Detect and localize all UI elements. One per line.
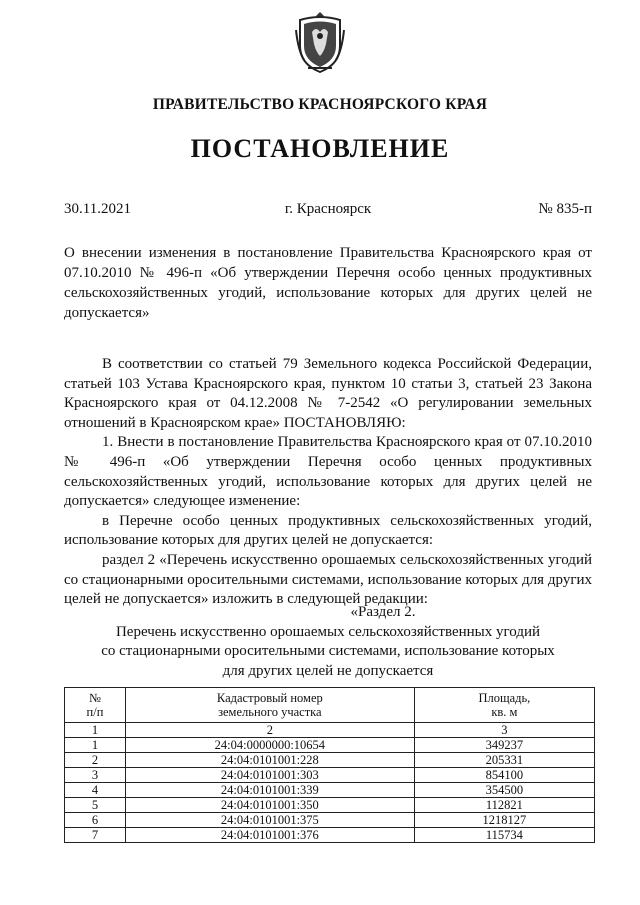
row-area: 112821	[414, 798, 594, 813]
document-city: г. Красноярск	[284, 201, 372, 217]
paragraph-item-1: 1. Внести в постановление Правительства Красноярского края от 07.10.2010 № 496-п «Об утверждении Перечня особо ценных продуктивных сельскохозяйственных угодий, использование которых для других целей не допускается» следующее изменение:	[64, 434, 592, 510]
table-row	[65, 768, 595, 783]
row-cadastral: 24:04:0000000:10654	[125, 738, 414, 753]
table-cell: 1	[65, 723, 126, 738]
document-type-heading: ПОСТАНОВЛЕНИЕ	[190, 134, 450, 163]
table-cell: 2	[125, 723, 414, 738]
row-cadastral: 24:04:0101001:376	[125, 828, 414, 843]
table-cell: 3	[414, 723, 594, 738]
row-area: 854100	[414, 768, 594, 783]
paragraph-section-change: раздел 2 «Перечень искусственно орошаемых сельскохозяйственных угодий со стационарными оросительными системами, использование которых для других целей не допускается» изложить в следующей редакции:	[64, 551, 592, 608]
table-row	[65, 828, 595, 843]
row-cadastral: 24:04:0101001:228	[125, 753, 414, 768]
land-plots-table	[64, 687, 595, 843]
section-title-line: Перечень искусственно орошаемых сельскохозяйственных угодий	[115, 623, 541, 640]
table-row	[65, 798, 595, 813]
row-number: 6	[65, 813, 126, 828]
paragraph-list-intro: в Перечне особо ценных продуктивных сельскохозяйственных угодий, использование которых для других целей не допускается:	[64, 512, 592, 549]
row-cadastral: 24:04:0101001:350	[125, 798, 414, 813]
table-header-row	[65, 688, 595, 723]
row-number: 5	[65, 798, 126, 813]
table-row	[65, 738, 595, 753]
column-number-row	[65, 723, 595, 738]
section-title-line: для других целей не допускается	[222, 662, 434, 679]
section-title-line: со стационарными оросительными системами, использование которых	[101, 643, 555, 659]
table-row	[65, 783, 595, 798]
paragraph-preamble: В соответствии со статьей 79 Земельного кодекса Российской Федерации, статьей 103 Устава Красноярского края, пунктом 10 статьи 3, статьей 23 Закона Красноярского края от 04.12.2008 № 7-2542 «О регулировании земельных отношений в Красноярском крае» ПОСТАНОВЛЯЮ:	[64, 356, 592, 431]
row-number: 1	[65, 738, 126, 753]
header-cadastral: Кадастровый номер земельного участка	[125, 688, 414, 723]
row-cadastral: 24:04:0101001:375	[125, 813, 414, 828]
row-area: 205331	[414, 753, 594, 768]
section-label: «Раздел 2.	[350, 604, 416, 620]
header-area: Площадь, кв. м	[414, 688, 594, 723]
section-heading	[64, 603, 592, 681]
row-cadastral: 24:04:0101001:339	[125, 783, 414, 798]
organization-heading: ПРАВИТЕЛЬСТВО КРАСНОЯРСКОГО КРАЯ	[152, 96, 488, 113]
document-meta	[64, 201, 592, 221]
row-area: 354500	[414, 783, 594, 798]
row-number: 2	[65, 753, 126, 768]
row-number: 4	[65, 783, 126, 798]
document-date: 30.11.2021	[64, 201, 131, 217]
row-area: 1218127	[414, 813, 594, 828]
document-body	[64, 355, 592, 610]
coat-of-arms-icon	[294, 10, 346, 74]
table-row	[65, 753, 595, 768]
header-number: № п/п	[65, 688, 126, 723]
row-number: 3	[65, 768, 126, 783]
table-row	[65, 813, 595, 828]
row-cadastral: 24:04:0101001:303	[125, 768, 414, 783]
row-number: 7	[65, 828, 126, 843]
document-title: О внесении изменения в постановление Правительства Красноярского края от 07.10.2010 № 496-п «Об утверждении Перечня особо ценных продуктивных сельскохозяйственных угодий, использование которых для других целей не допускается»	[64, 245, 592, 321]
document-number: № 835-п	[538, 201, 592, 217]
row-area: 115734	[414, 828, 594, 843]
row-area: 349237	[414, 738, 594, 753]
